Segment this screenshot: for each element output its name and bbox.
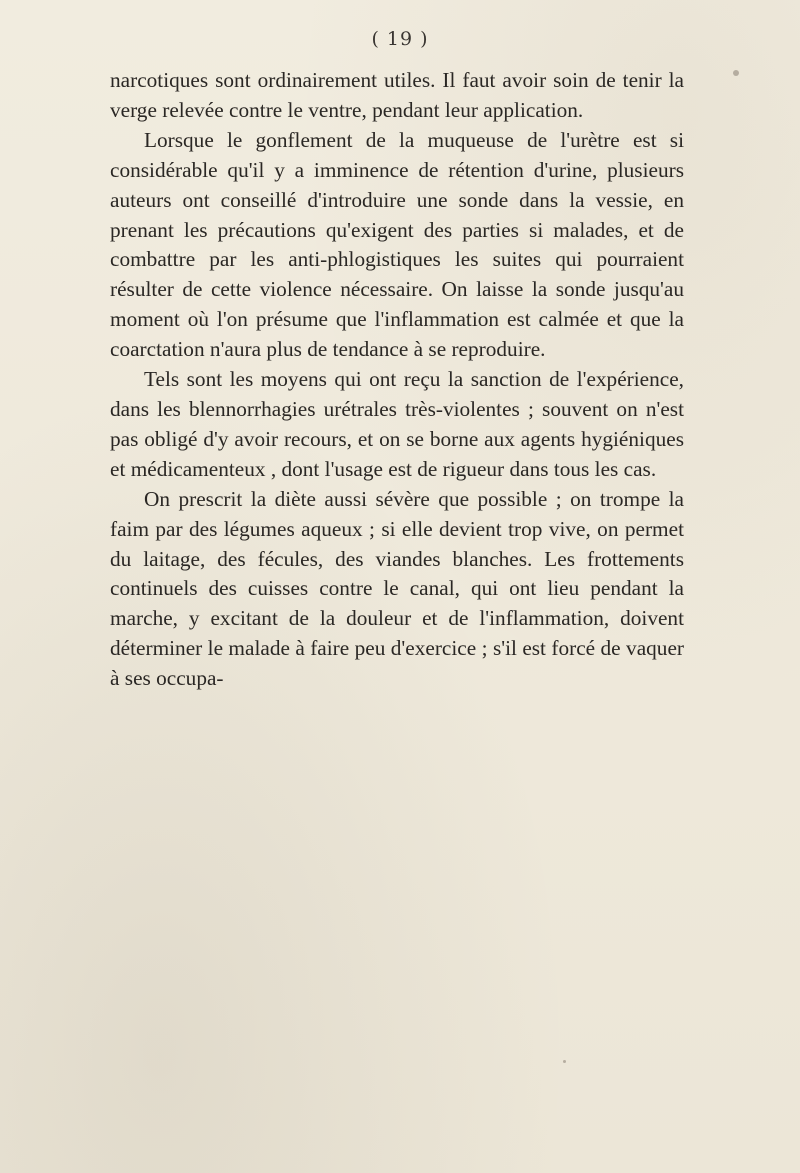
paragraph-moyens: Tels sont les moyens qui ont reçu la sanction de l'expérience, dans les blennorrhagies urétrales très-violentes ; souvent on n'est pas obligé d'y avoir recours, et on se borne aux agents hygiéniques et médicamenteux , dont l'usage est de rigueur dans tous les cas.: [110, 367, 684, 481]
ink-speck: [563, 1060, 566, 1063]
paragraph-sonde: Lorsque le gonflement de la muqueuse de l'urètre est si considérable qu'il y a imminence de rétention d'urine, plusieurs auteurs ont conseillé d'introduire une sonde dans la vessie, en prenant les précautions qu'exigent des parties si malades, et de combattre par les anti-phlogistiques les suites qui pourraient résulter de cette violence nécessaire. On laisse la sonde jusqu'au moment où l'on présume que l'inflammation est calmée et que la coarctation n'aura plus de tendance à se reproduire.: [110, 127, 684, 362]
body-text: [110, 66, 684, 694]
paragraph-continuation: narcotiques sont ordinairement utiles. Il faut avoir soin de tenir la verge relevée contre le ventre, pendant leur application.: [110, 68, 684, 122]
paragraph-diete: On prescrit la diète aussi sévère que possible ; on trompe la faim par des légumes aqueux ; si elle devient trop vive, on permet du laitage, des fécules, des viandes blanches. Les frottements continuels des cuisses contre le canal, qui ont lieu pendant la marche, y excitant de la douleur et de l'inflammation, doivent déterminer le malade à faire peu d'exercice ; s'il est forcé de vaquer à ses occupa-: [110, 486, 684, 691]
page-number: ( 19 ): [371, 28, 429, 50]
ink-speck: [733, 70, 739, 76]
